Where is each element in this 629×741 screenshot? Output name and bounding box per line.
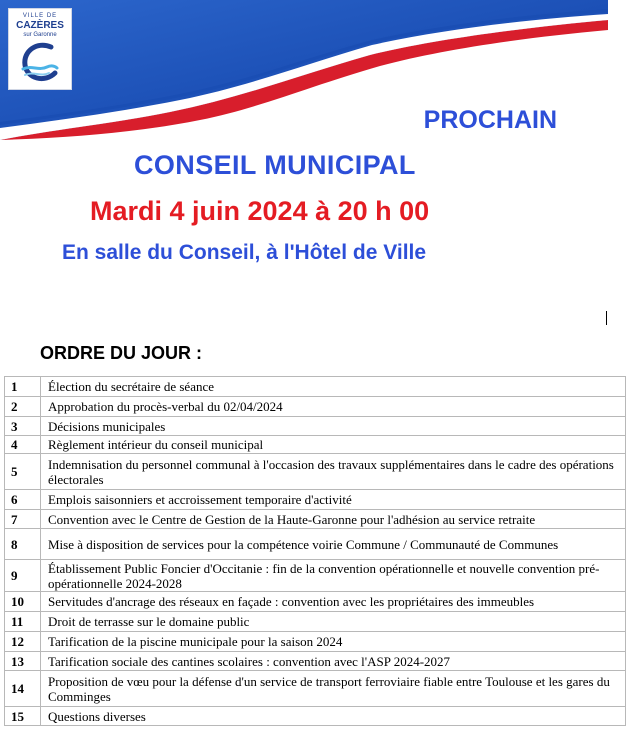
agenda-item-number: 1 (5, 377, 41, 397)
agenda-row (5, 490, 626, 510)
agenda-item-number: 4 (5, 436, 41, 454)
agenda-row (5, 510, 626, 529)
agenda-row (5, 592, 626, 612)
agenda-table (4, 376, 626, 726)
agenda-row (5, 417, 626, 436)
agenda-item-number: 7 (5, 510, 41, 529)
agenda-item-number: 5 (5, 454, 41, 490)
agenda-item-number: 6 (5, 490, 41, 510)
agenda-item-number: 15 (5, 707, 41, 726)
agenda-item-text: Emplois saisonniers et accroissement temporaire d'activité (41, 490, 626, 510)
agenda-item-number: 10 (5, 592, 41, 612)
heading-prochain: PROCHAIN (423, 106, 557, 134)
agenda-item-text: Tarification sociale des cantines scolaires : convention avec l'ASP 2024-2027 (41, 652, 626, 671)
agenda-item-text: Convention avec le Centre de Gestion de la Haute-Garonne pour l'adhésion au service retraite (41, 510, 626, 529)
agenda-item-number: 13 (5, 652, 41, 671)
agenda-item-text: Approbation du procès-verbal du 02/04/2024 (41, 397, 626, 417)
agenda-row (5, 707, 626, 726)
logo-prefix: VILLE DE (22, 13, 58, 19)
logo-c-emblem (17, 39, 63, 85)
meeting-date: Mardi 4 juin 2024 à 20 h 00 (90, 196, 430, 226)
agenda-item-number: 3 (5, 417, 41, 436)
agenda-item-text: Droit de terrasse sur le domaine public (41, 612, 626, 632)
agenda-row (5, 454, 626, 490)
agenda-item-text: Proposition de vœu pour la défense d'un service de transport ferroviaire fiable entre Toulouse et les gares du Comminges (41, 671, 626, 707)
agenda-item-text: Indemnisation du personnel communal à l'occasion des travaux supplémentaires dans le cadre des opérations électorales (41, 454, 626, 490)
agenda-row (5, 529, 626, 560)
agenda-item-text: Tarification de la piscine municipale pour la saison 2024 (41, 632, 626, 652)
agenda-row (5, 436, 626, 454)
agenda-heading: ORDRE DU JOUR : (40, 343, 203, 363)
agenda-item-text: Élection du secrétaire de séance (41, 377, 626, 397)
agenda-row (5, 612, 626, 632)
agenda-item-number: 9 (5, 560, 41, 592)
agenda-item-number: 14 (5, 671, 41, 707)
agenda-row (5, 560, 626, 592)
logo-subtitle: sur Garonne (23, 32, 57, 38)
town-logo (8, 8, 72, 90)
agenda-item-text: Décisions municipales (41, 417, 626, 436)
agenda-item-number: 11 (5, 612, 41, 632)
agenda-item-text: Questions diverses (41, 707, 626, 726)
agenda-row (5, 632, 626, 652)
agenda-row (5, 671, 626, 707)
agenda-item-number: 2 (5, 397, 41, 417)
heading-conseil-municipal: CONSEIL MUNICIPAL (134, 150, 416, 180)
agenda-item-number: 8 (5, 529, 41, 560)
meeting-location: En salle du Conseil, à l'Hôtel de Ville (62, 241, 427, 264)
text-cursor (606, 311, 607, 325)
agenda-item-text: Règlement intérieur du conseil municipal (41, 436, 626, 454)
agenda-item-text: Mise à disposition de services pour la compétence voirie Commune / Communauté de Communes (41, 529, 626, 560)
logo-town-name: CAZÈRES (16, 20, 64, 31)
agenda-item-text: Établissement Public Foncier d'Occitanie : fin de la convention opérationnelle et nouvelle convention pré-opérationnelle 2024-2028 (41, 560, 626, 592)
agenda-item-text: Servitudes d'ancrage des réseaux en façade : convention avec les propriétaires des immeubles (41, 592, 626, 612)
agenda-row (5, 397, 626, 417)
agenda-row (5, 652, 626, 671)
agenda-item-number: 12 (5, 632, 41, 652)
agenda-row (5, 377, 626, 397)
